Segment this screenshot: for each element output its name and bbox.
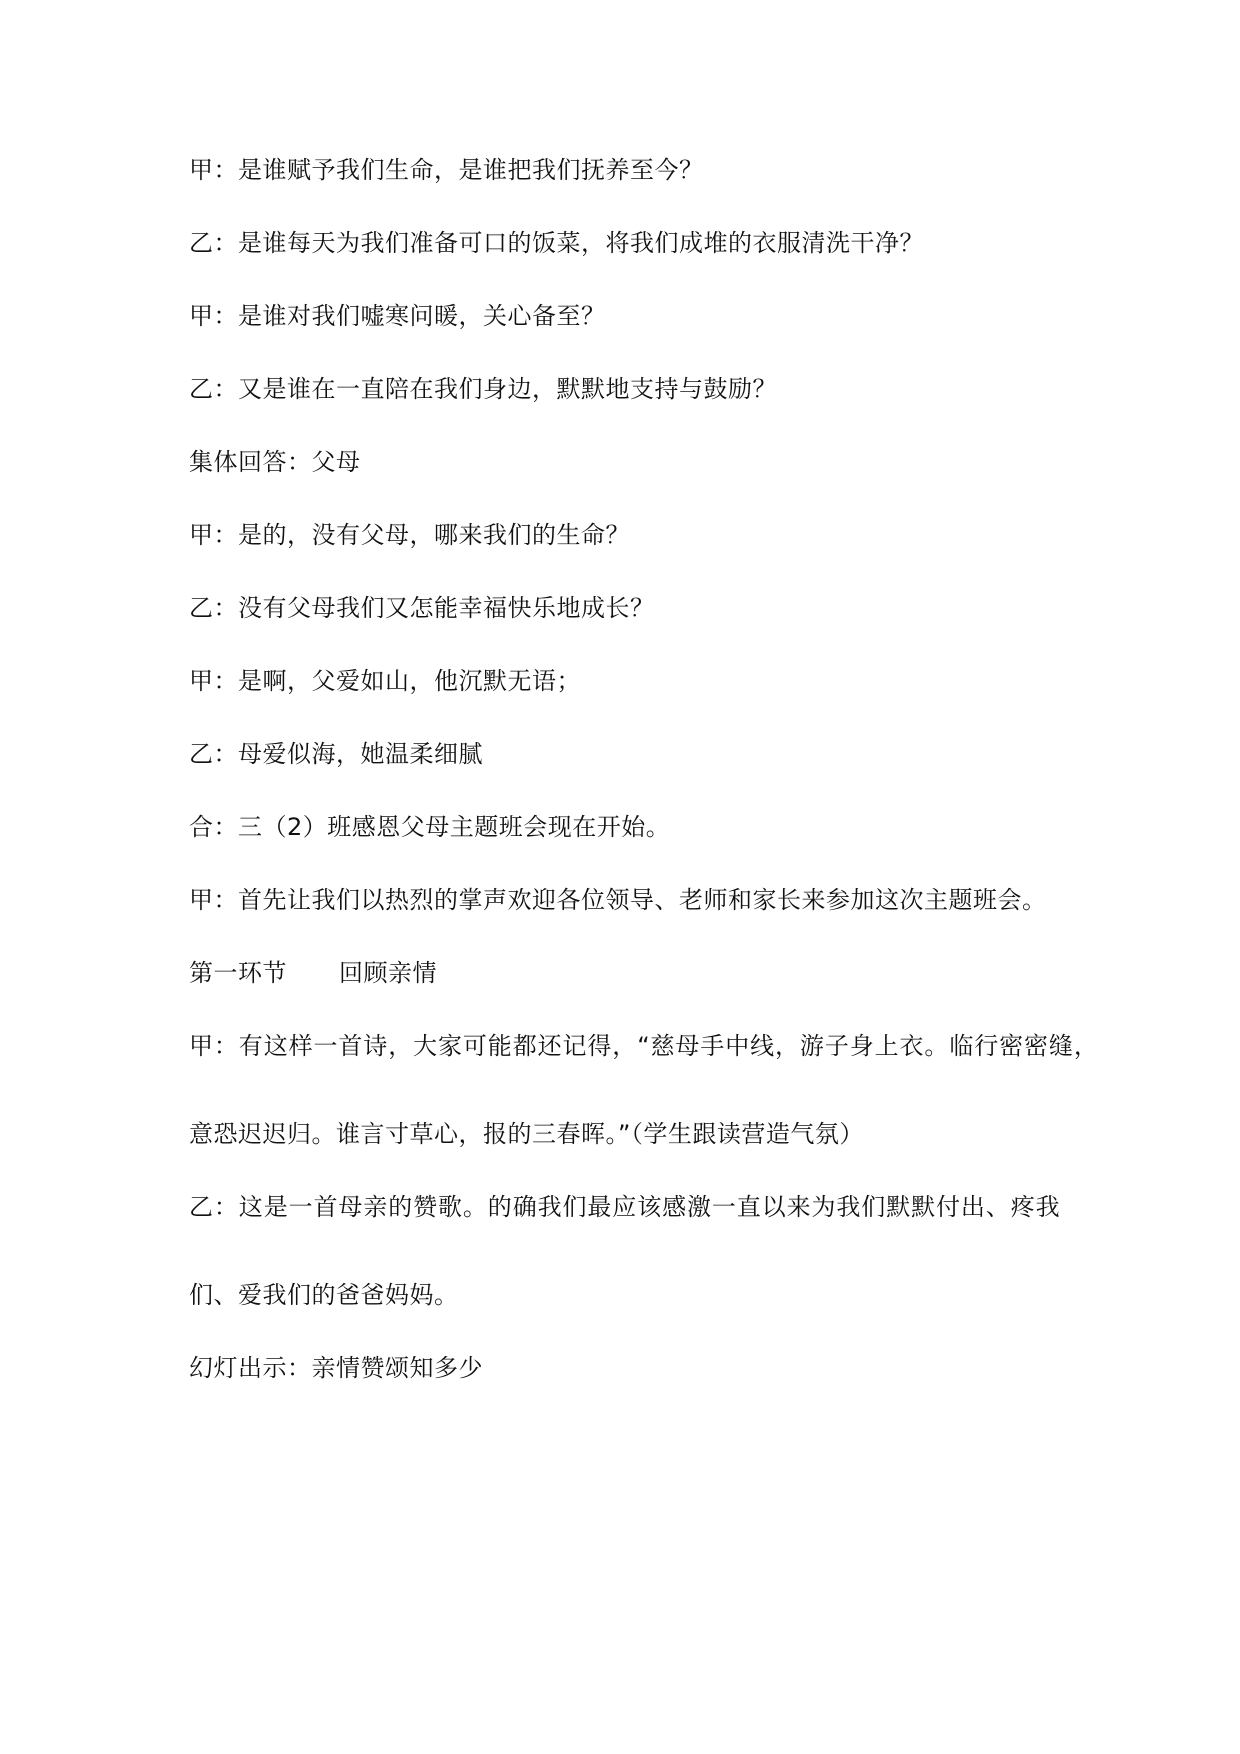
section-heading	[189, 958, 1069, 988]
slide-line: 幻灯出示：亲情赞颂知多少	[189, 1354, 483, 1382]
section-title: 回顾亲情	[339, 959, 437, 987]
praise-line: 们、爱我们的爸爸妈妈。	[189, 1281, 459, 1309]
dialogue-line: 合：三（2）班感恩父母主题班会现在开始。	[189, 813, 671, 841]
poem-line: 意恐迟迟归。谁言寸草心，报的三春晖。”（学生跟读营造气氛）	[189, 1120, 864, 1148]
dialogue-line: 甲：是谁赋予我们生命，是谁把我们抚养至今？	[189, 156, 704, 184]
dialogue-line: 甲：首先让我们以热烈的掌声欢迎各位领导、老师和家长来参加这次主题班会。	[189, 886, 1047, 914]
dialogue-line: 甲：是谁对我们嘘寒问暖，关心备至？	[189, 302, 606, 330]
dialogue-line: 甲：是的，没有父母，哪来我们的生命？	[189, 521, 630, 549]
dialogue-line: 集体回答：父母	[189, 448, 361, 476]
praise-line: 乙：这是一首母亲的赞歌。的确我们最应该感激一直以来为我们默默付出、疼我	[189, 1193, 1061, 1221]
dialogue-line: 乙：是谁每天为我们准备可口的饭菜，将我们成堆的衣服清洗干净？	[189, 229, 924, 257]
dialogue-line: 乙：又是谁在一直陪在我们身边，默默地支持与鼓励？	[189, 375, 777, 403]
section-label: 第一环节	[189, 959, 287, 987]
dialogue-line: 甲：是啊，父爱如山，他沉默无语；	[189, 667, 581, 695]
dialogue-line: 乙：母爱似海，她温柔细腻	[189, 740, 483, 768]
poem-line: 甲：有这样一首诗，大家可能都还记得，“慈母手中线，游子身上衣。临行密密缝，	[189, 1032, 1099, 1060]
dialogue-line: 乙：没有父母我们又怎能幸福快乐地成长？	[189, 594, 655, 622]
